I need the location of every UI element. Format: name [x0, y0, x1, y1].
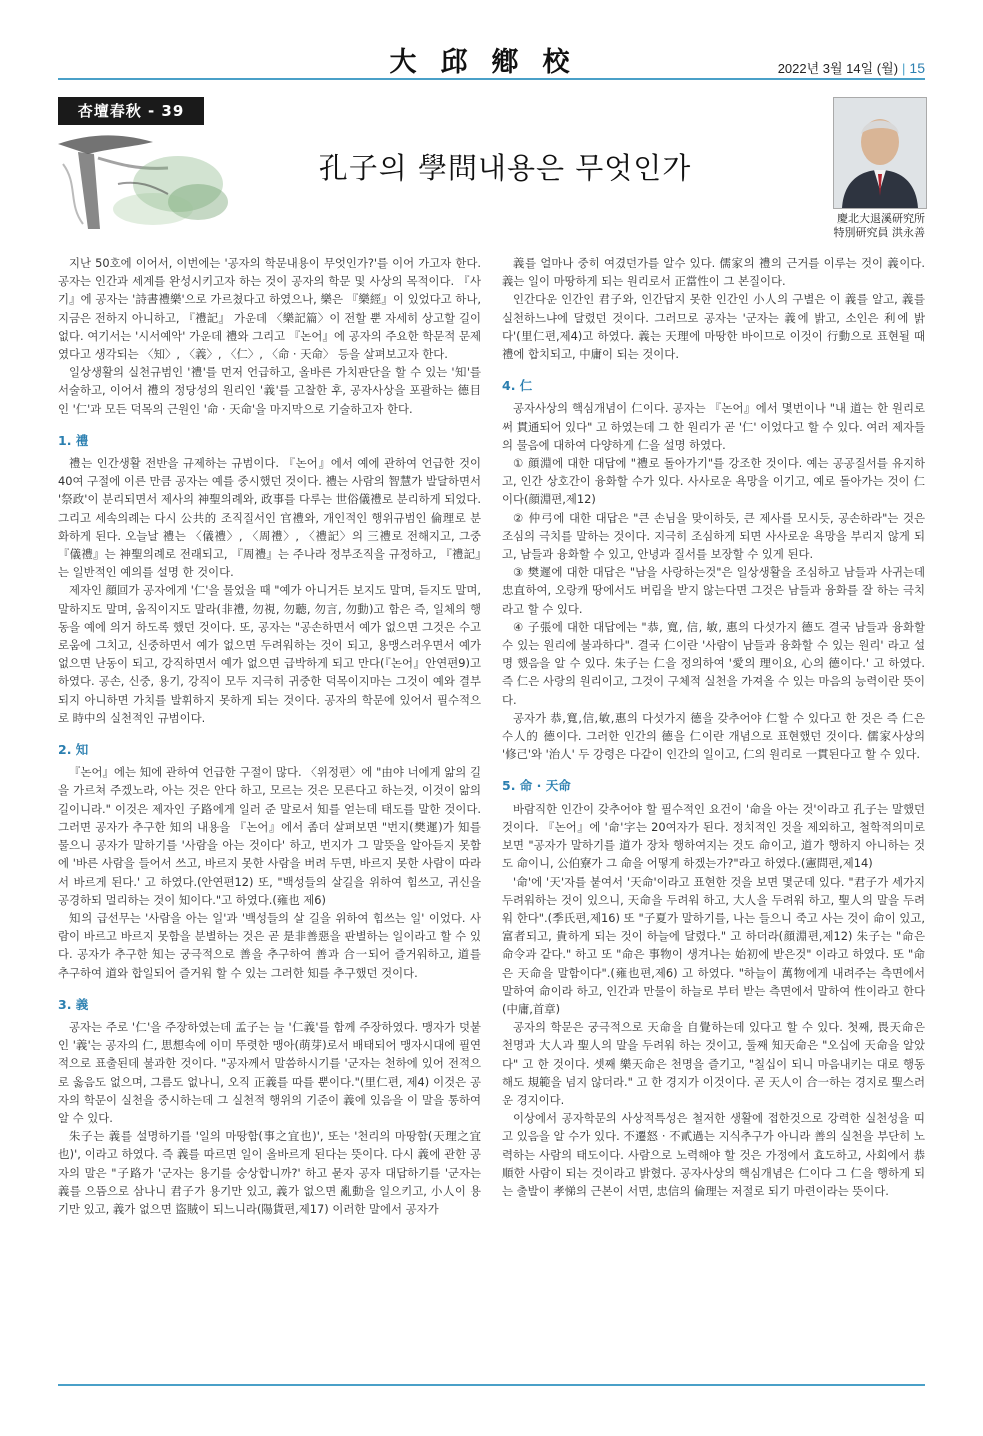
paragraph: '命'에 '天'자를 붙여서 '天命'이라고 표현한 것을 보면 몇군데 있다. "君子가 세가지 두려워하는 것이 있으니, 天命을 두려워 하고, 大人을 두려워 하고, 聖人의 말을 두려워 한다".(季氏편,제16) 또 "子夏가 말하기를, 나는 들으니 죽고 사는 것이 命이 있고, 富者되고, 貴하게 되는 것이 하늘에 달렸다." 고 하더라(顔淵편,제12) 朱子는 "命은 命令과 같다." 하고 또 "命은 事物이 생겨나는 始初에 받은것" 이라고 하였다. 또 "命은 天命을 말함이다".(雍也편,제6) 고 하였다. "하늘이 萬物에게 내려주는 측면에서 말하여 命이라 하고, 인간과 만물이 하늘로 부터 받는 측면에서 말하여 性이라고 한다(中庸,首章)	[502, 874, 925, 1016]
date-divider: |	[902, 61, 906, 76]
ink-painting-icon	[58, 124, 228, 230]
section-heading: 5. 命 · 天命	[502, 778, 571, 794]
paragraph: 인간다운 인간인 君子와, 인간답지 못한 인간인 小人의 구별은 이 義를 알고, 義를 실천하느냐에 달렸던 것이다. 그러므로 공자는 '군자는 義에 밝고, 소인은 利에 밝다'(里仁편,제4)고 하였다. 義는 天理에 마땅한 바이므로 이것이 行動으로 표현될 때 禮에 합치되고, 中庸이 되는 것이다.	[502, 292, 925, 362]
author-organization: 慶北大退溪研究所	[837, 212, 925, 225]
paragraph: ② 仲弓에 대한 대답은 "큰 손님을 맞이하듯, 큰 제사를 모시듯, 공손하라"는 것은 조심의 극치를 말하는 것이다. 지극히 조심하게 되면 사사로운 욕망을 부리지 않게 되고, 남들과 융화할 수 있고, 안녕과 질서를 보장할 수 있게 된다.	[502, 510, 925, 562]
article-column-left	[58, 254, 481, 1218]
paragraph: 일상생활의 실천규범인 '禮'를 먼저 언급하고, 올바른 가치판단을 할 수 있는 '知'를 서술하고, 이어서 禮의 정당성의 원리인 '義'를 고찰한 후, 공자사상을 포괄하는 德目인 '仁'과 모든 덕목의 근원인 '命 · 天命'을 마지막으로 기술하고자 한다.	[58, 365, 481, 416]
author-byline	[790, 212, 925, 240]
paragraph: 이상에서 공자학문의 사상적특성은 철저한 생활에 접한것으로 강력한 실천성을 띠고 있음을 알 수가 있다. 不遷怒 · 不貳過는 지식추구가 아니라 善의 실천을 부단히 노력하는 사람의 태도이다. 사람으로 노력해야 할 것은 가정에서 효도하고, 사회에서 恭順한 사람이 되는 것이라고 밝혔다. 공자사상의 핵심개념은 仁이다 그 仁을 행하게 되는 출발이 孝悌의 근본이 서면, 忠信의 倫理는 저절로 되기 마련이라는 뜻이다.	[502, 1111, 925, 1198]
section-heading: 3. 義	[58, 996, 89, 1012]
paragraph: 공자사상의 핵심개념이 仁이다. 공자는 『논어』에서 몇번이나 "내 道는 한 원리로써 貫通되어 있다" 고 하였는데 그 한 원리가 곧 '仁' 이었다고 할 수 있다. 여러 제자들의 물음에 대하여 다양하게 仁을 설명 하였다.	[502, 401, 925, 452]
issue-date: 2022년 3월 14일 (월)	[777, 61, 899, 76]
paragraph: 朱子는 義를 설명하기를 '일의 마땅함(事之宜也)', 또는 '천리의 마땅함(天理之宜也)', 이라고 하였다. 즉 義를 따르면 일이 올바르게 된다는 뜻이다. 다시 義에 관한 공자의 말은 "子路가 '군자는 용기를 숭상합니까?' 하고 묻자 공자 대답하기를 '군자는 義를 으뜸으로 삼나니 君子가 용기만 있고, 義가 없으면 亂動을 일으키고, 小人이 용기만 있고, 義가 없으면 盜賊이 되느니라(陽貨편,제17) 이러한 말에서 공자가	[58, 1129, 481, 1216]
paragraph: ③ 樊遲에 대한 대답은 "남을 사랑하는것"은 일상생활을 조심하고 남들과 사귀는데 忠直하여, 오랑캐 땅에서도 버림을 받지 않는다면 그것은 남들과 융화를 잘 하는 극치라고 할 수 있다.	[502, 565, 925, 616]
paragraph: 바람직한 인간이 갖추어야 할 필수적인 요건이 '命을 아는 것'이라고 孔子는 말했던 것이다. 『논어』에 '命'字는 20여자가 된다. 정치적인 것을 제외하고, 철학적의미로 보면 "공자가 말하기를 道가 장차 행하여지는 것도 命이고, 道가 행하지 아니하는 것도 命이니, 公伯寮가 그 命을 어떻게 하겠는가?"라고 하였다.(憲問편,제14)	[502, 801, 925, 871]
author-photo	[833, 97, 927, 209]
paragraph: 『논어』에는 知에 관하여 언급한 구절이 많다. 〈위정편〉에 "由야 너에게 앎의 길을 가르쳐 주겠노라, 아는 것은 안다 하고, 모르는 것은 모른다고 하는것, 이것이 앎의 길이니라." 이것은 제자인 子路에게 일러 준 말로서 知를 얻는데 태도를 말한 것이다. 그러면 공자가 추구한 知의 내용을 『논어』에서 좀더 살펴보면 "번지(樊遲)가 知를 물으니 공자가 말하기를 '사람을 아는 것이다' 하고, 번지가 그 말뜻을 알아듣지 못함에 '바른 사람을 들어서 쓰고, 바르지 못한 사람을 버려 두면, 바르지 못한 사람이 따라서 바르게 된다.' 고 하였다.(안연편12) 또, "백성들의 살길을 위하여 힘쓰고, 귀신을 공경하되 멀리하는 것이 知이다."고 하였다.(雍也 제6)	[58, 765, 481, 907]
author-portrait-icon	[834, 98, 926, 208]
paragraph: 知의 급선무는 '사람을 아는 일'과 '백성들의 살 길을 위하여 힘쓰는 일' 이었다. 사람이 바르고 바르지 못함을 분별하는 것은 곧 是非善惡을 판별하는 일이라고 할 수 있다. 공자가 추구한 知는 궁극적으로 善을 추구하여 善과 合一되어 즐거워하고, 道를 추구하여 道와 합일되어 즐거워 할 수 있는 그러한 知를 추구했던 것이다.	[58, 910, 481, 980]
section-heading: 2. 知	[58, 742, 89, 758]
series-tag: 杏壇春秋 - 39	[58, 97, 204, 125]
page-number: 15	[909, 60, 925, 76]
paragraph: 제자인 顔回가 공자에게 '仁'을 물었을 때 "예가 아니거든 보지도 말며, 듣지도 말며, 말하지도 말며, 움직이지도 말라(非禮, 勿視, 勿聽, 勿言, 勿動)고 함은 즉, 일체의 행동을 예에 의거 하도록 했던 것이다. 또, 공자는 "공손하면서 예가 없으면 그것은 수고로움에 그치고, 신중하면서 예가 없으면 두려워하는 것이 되고, 용맹스러우면서 예가 없으면 난동이 되고, 강직하면서 예가 없으면 급박하게 되고 만다(『논어』안연편9)고 하였다. 공손, 신중, 용기, 강직이 모두 지극히 귀중한 덕목이지마는 그것이 예와 결부되지 아니하면 가치를 발휘하지 못하게 되는 것이다. 공자의 학문에 있어서 필수적으로 時中의 실천적인 규범이다.	[58, 583, 481, 725]
article-column-right	[502, 254, 925, 1200]
issue-date-line	[778, 58, 925, 77]
top-rule	[58, 78, 925, 80]
section-heading: 4. 仁	[502, 378, 533, 394]
paragraph: 禮는 인간생활 전반을 규제하는 규범이다. 『논어』에서 예에 관하여 언급한 것이 40여 구절에 이른 만큼 공자는 예를 중시했던 것이다. 禮는 사람의 智慧가 발달하면서 '祭政'이 분리되면서 제사의 神聖의례와, 政事를 다루는 世俗儀禮로 분리하게 되었다. 그리고 세속의례는 다시 公共的 조직질서인 官禮와, 개인적인 행위규범인 倫理로 분화하게 된다. 오늘날 禮는 〈儀禮〉, 〈周禮〉, 〈禮記〉의 三禮로 전해지고, 그중 『儀禮』는 神聖의례로 전래되고, 『周禮』는 주나라 정부조직을 규정하고, 『禮記』는 일반적인 예의를 설명 한 것이다.	[58, 456, 481, 580]
bottom-rule	[58, 1384, 925, 1386]
paragraph: 지난 50호에 이어서, 이번에는 '공자의 학문내용이 무엇인가?'를 이어 가고자 한다. 공자는 인간과 세계를 완성시키고자 하는 것이 공자의 학문 및 사상의 목적이다. 『사기』에 공자는 '詩書禮樂'으로 가르쳤다고 하였으나, 樂은 『樂經』이 있었다고 하나, 지금은 전하지 아니하고, 『禮記』 가운데 〈樂記篇〉이 전할 뿐 자세히 상고할 길이 없다. 여기서는 '시서예악' 가운데 禮와 그리고 『논어』에 공자의 주요한 학문적 문제였다고 생각되는 〈知〉, 〈義〉, 〈仁〉, 〈命 · 天命〉 등을 살펴보고자 한다.	[58, 256, 481, 362]
author-name: 特別研究員 洪永善	[833, 226, 925, 239]
paragraph: 義를 얼마나 중히 여겼던가를 알수 있다. 儒家의 禮의 근거를 이루는 것이 義이다. 義는 일이 마땅하게 되는 원리로서 正當性이 그 본질이다.	[502, 256, 925, 289]
paragraph: ④ 子張에 대한 대답에는 "恭, 寬, 信, 敏, 惠의 다섯가지 德도 결국 남들과 융화할 수 있는 원리에 불과하다". 결국 仁이란 '사람이 남들과 융화할 수 있는 원리' 라고 설명 했음을 알 수 있다. 朱子는 仁을 정의하여 '愛의 理이요, 心의 德이다.' 고 하였다. 즉 仁은 사랑의 원리이고, 그것이 구체적 실천을 가져올 수 있는 마음의 능력이란 뜻이다.	[502, 619, 925, 707]
paragraph: 공자는 주로 '仁'을 주장하였는데 孟子는 늘 '仁義'를 함께 주장하였다. 맹자가 덧붙인 '義'는 공자의 仁, 思想속에 이미 뚜렷한 맹아(萌芽)로서 배태되어 맹자시대에 필연적으로 표출된데 불과한 것이다. "공자께서 말씀하시기를 '군자는 천하에 있어 전적으로 옳음도 없으며, 그름도 없나니, 오직 正義를 따를 뿐이다."(里仁편, 제4) 이것은 공자의 학문이 실천을 중시하는데 그 실천적 행위의 기준이 義에 있음을 이 말을 통하여 알 수 있다.	[58, 1019, 481, 1125]
masthead	[0, 0, 983, 82]
article-title: 孔子의 學問내용은 무엇인가	[318, 151, 692, 185]
section-heading: 1. 禮	[58, 432, 89, 448]
paragraph: 공자가 恭,寬,信,敏,惠의 다섯가지 德을 갖추어야 仁할 수 있다고 한 것은 즉 仁은 수人的 德이다. 그러한 인간의 德을 仁이란 개념으로 표현했던 것이다. 儒家사상의 '修己'와 '治人' 두 강령은 다같이 인간의 일이고, 仁의 원리로 一貫된다고 할 수 있다.	[502, 710, 925, 762]
paragraph: ① 顔淵에 대한 대답에 "禮로 돌아가기"를 강조한 것이다. 예는 공공질서를 유지하고, 인간 상호간이 융화할 수가 있다. 사사로운 욕망을 이기고, 예로 돌아가는 것이 仁이다(顔淵편,제12)	[502, 456, 925, 507]
newspaper-brand: 大邱鄕校	[389, 47, 594, 78]
paragraph: 공자의 학문은 궁극적으로 天命을 自覺하는데 있다고 할 수 있다. 첫째, 畏天命은 천명과 大人과 聖人의 말을 두려워 하는 것이고, 둘째 知天命은 "오십에 天命을 알았다" 고 한 것이다. 셋째 樂天命은 천명을 즐기고, "칠십이 되니 마음내키는 대로 행동해도 規範을 넘지 않더라." 고 한 경지가 이것이다. 곧 天人이 合一하는 경지로 聖스러운 경지이다.	[502, 1020, 925, 1107]
